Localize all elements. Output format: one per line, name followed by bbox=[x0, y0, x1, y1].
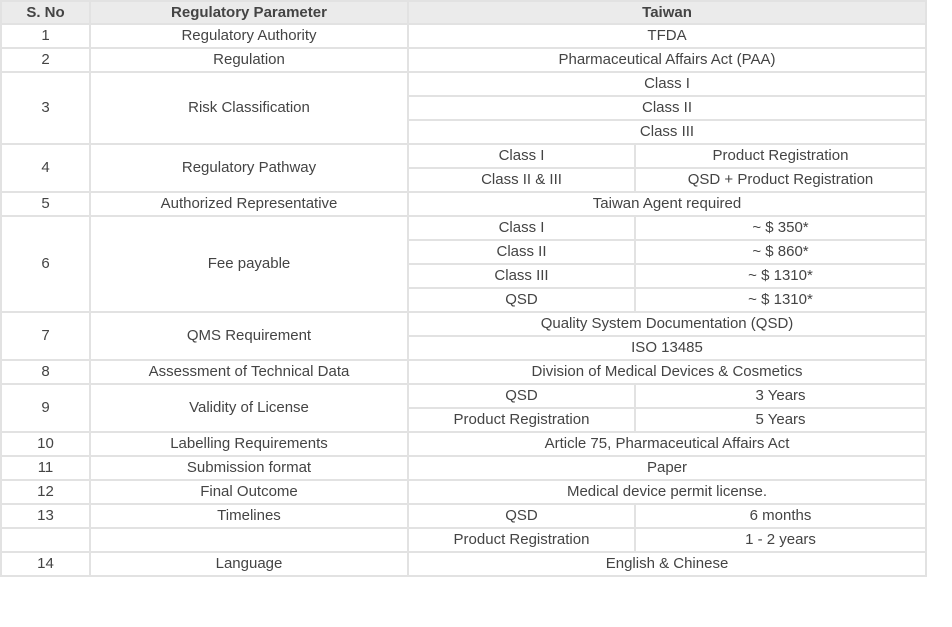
table-row bbox=[1, 312, 926, 336]
sub-key-cell: QSD bbox=[408, 384, 635, 408]
param-cell: Regulation bbox=[90, 48, 408, 72]
sub-key-cell: Class II bbox=[408, 240, 635, 264]
table-row bbox=[1, 72, 926, 96]
table-row bbox=[1, 456, 926, 480]
param-cell: Regulatory Authority bbox=[90, 24, 408, 48]
sub-value-cell: QSD + Product Registration bbox=[635, 168, 926, 192]
value-cell: Pharmaceutical Affairs Act (PAA) bbox=[408, 48, 926, 72]
param-cell: Timelines bbox=[90, 504, 408, 528]
param-cell: Final Outcome bbox=[90, 480, 408, 504]
table-row bbox=[1, 360, 926, 384]
table-row bbox=[1, 48, 926, 72]
sno-cell: 12 bbox=[1, 480, 90, 504]
sub-key-cell: Product Registration bbox=[408, 408, 635, 432]
header-parameter: Regulatory Parameter bbox=[90, 1, 408, 24]
sno-cell: 7 bbox=[1, 312, 90, 360]
table-row bbox=[1, 216, 926, 240]
param-cell: Validity of License bbox=[90, 384, 408, 432]
sub-value-cell: 3 Years bbox=[635, 384, 926, 408]
value-cell: ISO 13485 bbox=[408, 336, 926, 360]
sub-value-cell: ~ $ 1310* bbox=[635, 288, 926, 312]
header-row bbox=[1, 1, 926, 24]
sub-value-cell: Product Registration bbox=[635, 144, 926, 168]
sub-key-cell: Class III bbox=[408, 264, 635, 288]
value-cell: Class I bbox=[408, 72, 926, 96]
sno-cell: 8 bbox=[1, 360, 90, 384]
param-cell: Assessment of Technical Data bbox=[90, 360, 408, 384]
sub-key-cell: Product Registration bbox=[408, 528, 635, 552]
value-cell: Medical device permit license. bbox=[408, 480, 926, 504]
sno-cell-empty bbox=[1, 528, 90, 552]
param-cell: Submission format bbox=[90, 456, 408, 480]
sno-cell: 14 bbox=[1, 552, 90, 576]
sub-value-cell: 1 - 2 years bbox=[635, 528, 926, 552]
param-cell: QMS Requirement bbox=[90, 312, 408, 360]
value-cell: TFDA bbox=[408, 24, 926, 48]
sub-key-cell: QSD bbox=[408, 504, 635, 528]
table-row bbox=[1, 24, 926, 48]
value-cell: Quality System Documentation (QSD) bbox=[408, 312, 926, 336]
sno-cell: 2 bbox=[1, 48, 90, 72]
value-cell: Class III bbox=[408, 120, 926, 144]
table-row bbox=[1, 432, 926, 456]
table-row bbox=[1, 192, 926, 216]
sno-cell: 5 bbox=[1, 192, 90, 216]
table-row bbox=[1, 480, 926, 504]
sub-value-cell: ~ $ 350* bbox=[635, 216, 926, 240]
value-cell: Taiwan Agent required bbox=[408, 192, 926, 216]
table-row bbox=[1, 528, 926, 552]
sub-value-cell: 5 Years bbox=[635, 408, 926, 432]
param-cell: Fee payable bbox=[90, 216, 408, 312]
value-cell: Paper bbox=[408, 456, 926, 480]
param-cell: Authorized Representative bbox=[90, 192, 408, 216]
sno-cell: 1 bbox=[1, 24, 90, 48]
sub-value-cell: ~ $ 1310* bbox=[635, 264, 926, 288]
param-cell-empty bbox=[90, 528, 408, 552]
sub-value-cell: 6 months bbox=[635, 504, 926, 528]
table-row bbox=[1, 144, 926, 168]
param-cell: Risk Classification bbox=[90, 72, 408, 144]
value-cell: Class II bbox=[408, 96, 926, 120]
sub-key-cell: QSD bbox=[408, 288, 635, 312]
param-cell: Regulatory Pathway bbox=[90, 144, 408, 192]
sub-key-cell: Class I bbox=[408, 216, 635, 240]
value-cell: Division of Medical Devices & Cosmetics bbox=[408, 360, 926, 384]
sno-cell: 13 bbox=[1, 504, 90, 528]
sub-key-cell: Class II & III bbox=[408, 168, 635, 192]
table-row bbox=[1, 384, 926, 408]
sno-cell: 11 bbox=[1, 456, 90, 480]
header-sno: S. No bbox=[1, 1, 90, 24]
sno-cell: 3 bbox=[1, 72, 90, 144]
sub-key-cell: Class I bbox=[408, 144, 635, 168]
sno-cell: 4 bbox=[1, 144, 90, 192]
value-cell: Article 75, Pharmaceutical Affairs Act bbox=[408, 432, 926, 456]
header-country: Taiwan bbox=[408, 1, 926, 24]
sub-value-cell: ~ $ 860* bbox=[635, 240, 926, 264]
param-cell: Language bbox=[90, 552, 408, 576]
value-cell: English & Chinese bbox=[408, 552, 926, 576]
sno-cell: 9 bbox=[1, 384, 90, 432]
table-row bbox=[1, 504, 926, 528]
sno-cell: 6 bbox=[1, 216, 90, 312]
param-cell: Labelling Requirements bbox=[90, 432, 408, 456]
sno-cell: 10 bbox=[1, 432, 90, 456]
table-row bbox=[1, 552, 926, 576]
